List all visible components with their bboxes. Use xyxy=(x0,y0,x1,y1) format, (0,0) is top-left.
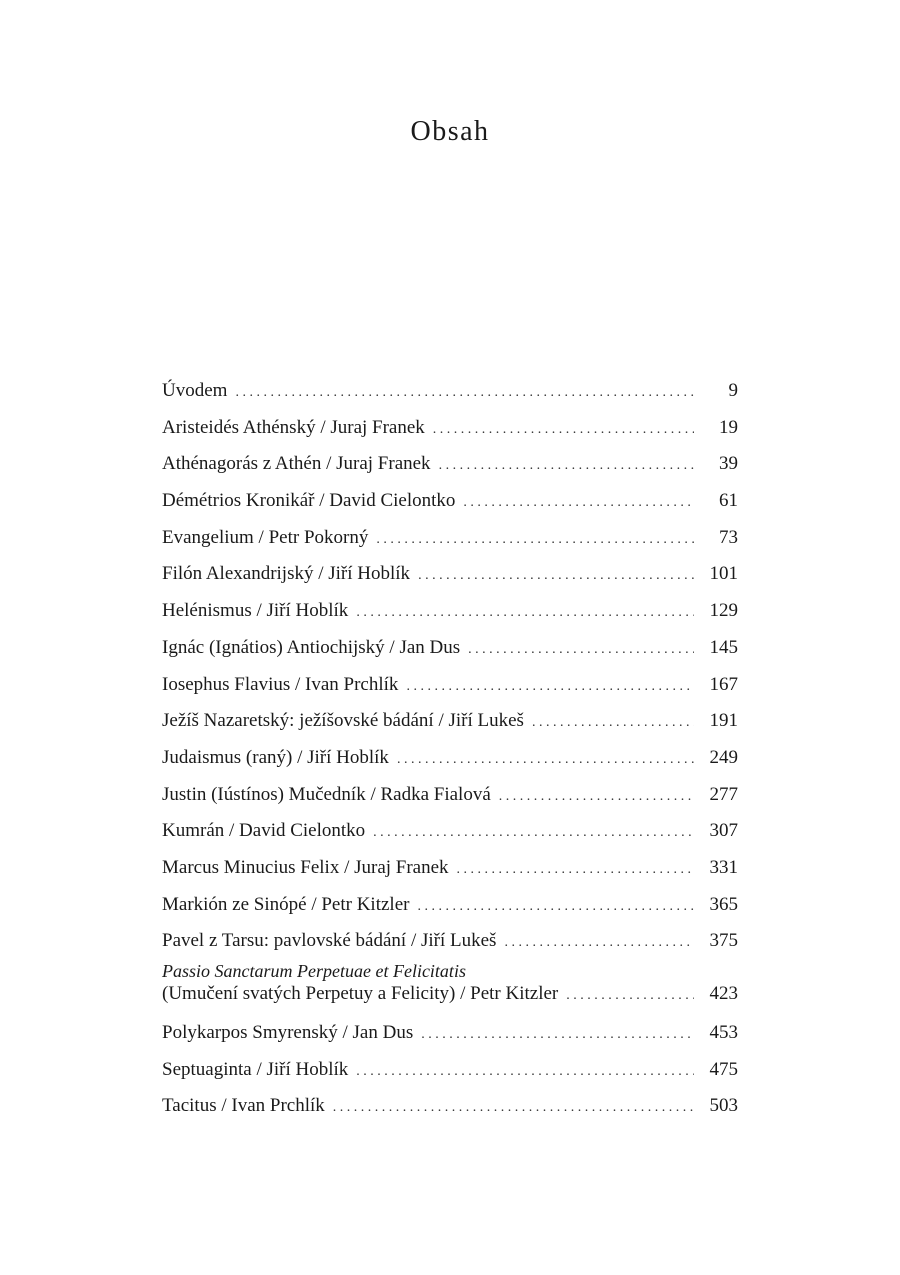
toc-page-number: 423 xyxy=(709,983,738,1004)
toc-page-number: 307 xyxy=(709,820,738,842)
toc-entry-passio[interactable] xyxy=(162,960,738,1018)
toc-page-number: 191 xyxy=(709,710,738,732)
toc-entry-title: Markión ze Sinópé / Petr Kitzler xyxy=(162,893,410,915)
table-of-contents xyxy=(162,376,738,1128)
toc-entry-title: Démétrios Kronikář / David Cielontko xyxy=(162,490,456,512)
toc-page-number: 129 xyxy=(709,600,738,622)
toc-entry-uvodem[interactable] xyxy=(162,376,738,413)
toc-entry-evangelium[interactable] xyxy=(162,523,738,560)
toc-entry-title: Evangelium / Petr Pokorný xyxy=(162,526,369,548)
toc-entry-title: Justin (Iústínos) Mučedník / Radka Fialová xyxy=(162,783,491,805)
dot-leader xyxy=(333,1093,694,1122)
toc-entry-athenagoras[interactable] xyxy=(162,449,738,486)
toc-entry-title: Aristeidés Athénský / Juraj Franek xyxy=(162,416,425,438)
toc-entry-title: Judaismus (raný) / Jiří Hoblík xyxy=(162,746,389,768)
dot-leader xyxy=(376,525,694,554)
toc-entry-title: Septuaginta / Jiří Hoblík xyxy=(162,1058,349,1080)
toc-entry-title: Athénagorás z Athén / Juraj Franek xyxy=(162,453,431,475)
toc-entry-kumran[interactable] xyxy=(162,816,738,853)
toc-entry-minucius[interactable] xyxy=(162,853,738,890)
toc-entry-title: Úvodem xyxy=(162,380,228,401)
toc-page-number: 365 xyxy=(709,893,738,915)
dot-leader xyxy=(463,488,694,517)
toc-page-number: 503 xyxy=(709,1095,738,1117)
dot-leader xyxy=(421,1020,694,1049)
toc-page-number: 375 xyxy=(709,930,738,952)
toc-page-number: 331 xyxy=(709,856,738,878)
toc-entry-markion[interactable] xyxy=(162,890,738,927)
toc-entry-iosephus[interactable] xyxy=(162,670,738,707)
toc-entry-title: Polykarpos Smyrenský / Jan Dus xyxy=(162,1022,414,1043)
dot-leader xyxy=(433,415,694,444)
toc-entry-helenismus[interactable] xyxy=(162,596,738,633)
dot-leader xyxy=(397,745,694,774)
dot-leader xyxy=(532,708,694,737)
dot-leader xyxy=(566,984,694,1007)
dot-leader xyxy=(356,598,694,627)
dot-leader xyxy=(418,561,694,590)
dot-leader xyxy=(468,635,694,664)
toc-page-number: 61 xyxy=(719,490,738,512)
dot-leader xyxy=(356,1057,694,1086)
toc-entry-title: Kumrán / David Cielontko xyxy=(162,820,366,842)
toc-page-number: 39 xyxy=(719,453,738,475)
page-title: Obsah xyxy=(410,116,490,147)
toc-entry-title: Filón Alexandrijský / Jiří Hoblík xyxy=(162,563,411,585)
toc-entry-tacitus[interactable] xyxy=(162,1091,738,1128)
toc-entry-polykarpos[interactable] xyxy=(162,1018,738,1055)
toc-page-number: 73 xyxy=(719,526,738,548)
toc-entry-aristeides[interactable] xyxy=(162,413,738,450)
toc-entry-judaismus[interactable] xyxy=(162,743,738,780)
dot-leader xyxy=(406,672,694,701)
dot-leader xyxy=(373,818,694,847)
toc-page-number: 101 xyxy=(709,563,738,585)
toc-entry-latin-title: Passio Sanctarum Perpetuae et Felicitatis xyxy=(162,961,466,981)
toc-entry-title: Marcus Minucius Felix / Juraj Franek xyxy=(162,856,449,878)
toc-entry-justin[interactable] xyxy=(162,780,738,817)
toc-entry-title: Pavel z Tarsu: pavlovské bádání / Jiří Lukeš xyxy=(162,930,497,952)
dot-leader xyxy=(457,855,694,884)
toc-entry-title: Helénismus / Jiří Hoblík xyxy=(162,600,349,622)
dot-leader xyxy=(417,892,694,921)
toc-entry-filon[interactable] xyxy=(162,559,738,596)
toc-entry-title: Ignác (Ignátios) Antiochijský / Jan Dus xyxy=(162,636,461,658)
toc-page-number: 249 xyxy=(709,746,738,768)
toc-page-number: 277 xyxy=(709,783,738,805)
toc-page-number: 167 xyxy=(709,673,738,695)
toc-entry-title: (Umučení svatých Perpetuy a Felicity) / Petr Kitzler xyxy=(162,983,559,1004)
dot-leader xyxy=(235,378,694,407)
toc-page-number: 19 xyxy=(719,416,738,438)
toc-page-number: 475 xyxy=(709,1058,738,1080)
toc-entry-demetrios[interactable] xyxy=(162,486,738,523)
toc-entry-title: Iosephus Flavius / Ivan Prchlík xyxy=(162,673,399,695)
dot-leader xyxy=(499,782,694,811)
toc-entry-ignac[interactable] xyxy=(162,633,738,670)
toc-entry-septuaginta[interactable] xyxy=(162,1055,738,1092)
toc-entry-pavel[interactable] xyxy=(162,926,738,963)
toc-page-number: 9 xyxy=(728,380,738,401)
dot-leader xyxy=(504,928,694,957)
toc-entry-title: Tacitus / Ivan Prchlík xyxy=(162,1095,325,1117)
toc-page-number: 145 xyxy=(709,636,738,658)
toc-entry-jezis[interactable] xyxy=(162,706,738,743)
dot-leader xyxy=(439,451,694,480)
toc-page-number: 453 xyxy=(709,1022,738,1043)
toc-entry-title: Ježíš Nazaretský: ježíšovské bádání / Jiří Lukeš xyxy=(162,710,524,732)
